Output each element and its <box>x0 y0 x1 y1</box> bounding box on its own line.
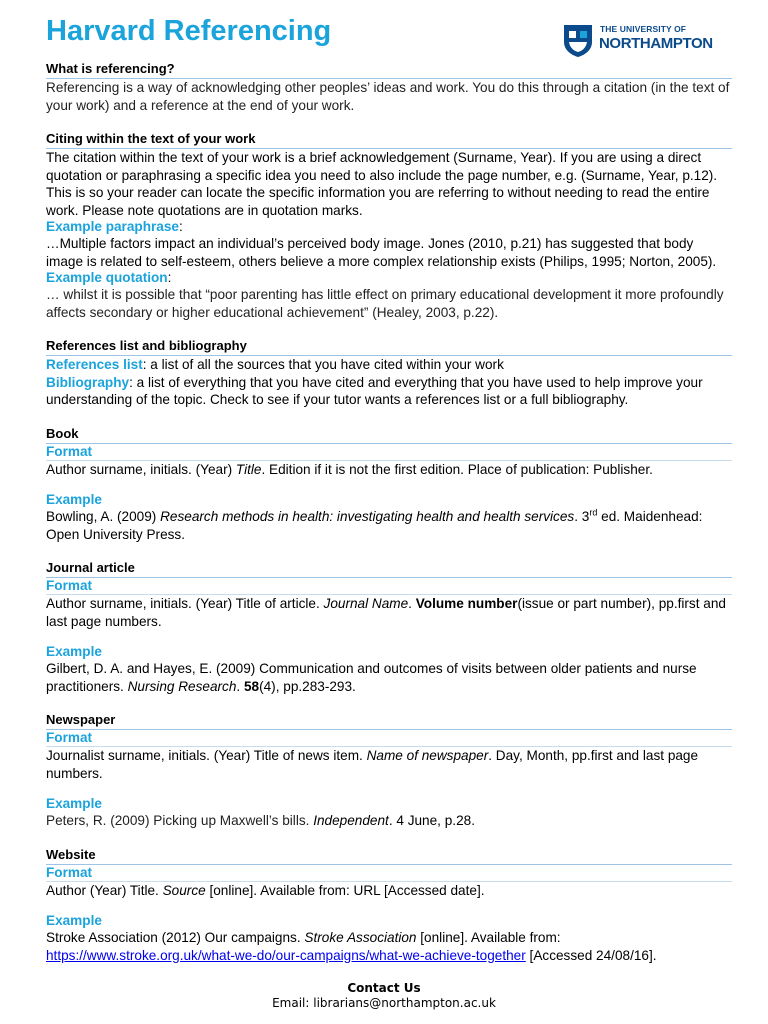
section-heading: Book <box>46 425 732 444</box>
format-text: Author surname, initials. (Year) Title. Edition if it is not the first edition. Place of publication: Publisher. <box>46 461 653 477</box>
format-label: Format <box>46 730 732 747</box>
stroke-association-link[interactable]: https://www.stroke.org.uk/what-we-do/our-campaigns/what-we-achieve-together <box>46 947 526 963</box>
format-label: Format <box>46 444 732 461</box>
section-heading: Journal article <box>46 559 732 578</box>
example-label: Example <box>46 644 102 659</box>
logo-text-small: THE UNIVERSITY OF <box>600 24 687 34</box>
format-label: Format <box>46 578 732 595</box>
example-quotation-label: Example quotation: <box>46 270 172 285</box>
example-paraphrase-text: …Multiple factors impact an individual’s perceived body image. Jones (2010, p.21) has suggested that body image is related to self-esteem, others believe a more complex relationship exists (Philips, 1995; Norton, 2005). <box>46 236 717 269</box>
format-text: Author surname, initials. (Year) Title of article. Journal Name. Volume number(issue or part number), pp.first and last page numbers. <box>46 596 726 629</box>
contact-heading: Contact Us <box>347 981 421 995</box>
section-what-is-referencing <box>46 60 732 114</box>
section-heading: Newspaper <box>46 711 732 730</box>
university-logo[interactable] <box>560 20 730 60</box>
example-label: Example <box>46 492 102 507</box>
example-text: Gilbert, D. A. and Hayes, E. (2009) Communication and outcomes of visits between older patients and nurse practitioners. Nursing Research. 58(4), pp.283-293. <box>46 661 697 694</box>
section-text: Referencing is a way of acknowledging other peoples’ ideas and work. You do this through a citation (in the text of your work) and a reference at the end of your work. <box>46 80 730 113</box>
section-heading: Citing within the text of your work <box>46 130 732 149</box>
logo-text-big: NORTHAMPTON <box>599 35 713 52</box>
section-website <box>46 846 732 965</box>
example-text: Bowling, A. (2009) Research methods in health: investigating health and health services. 3rd ed. Maidenhead: Open University Press. <box>46 507 703 542</box>
section-heading: Website <box>46 846 732 865</box>
document-body <box>46 60 732 964</box>
section-book <box>46 425 732 544</box>
section-newspaper <box>46 711 732 830</box>
format-text: Journalist surname, initials. (Year) Title of news item. Name of newspaper. Day, Month, pp.first and last page numbers. <box>46 748 699 781</box>
section-text: The citation within the text of your work is a brief acknowledgement (Surname, Year). If you are using a direct quotation or paraphrasing a specific idea you need to also include the page number, e.g. (Surname, Year, p.12). This is so your reader can locate the specific information you are referring to without needing to read the entire work. Please note quotations are in quotation marks. <box>46 150 718 218</box>
page-title: Harvard Referencing <box>46 15 332 47</box>
example-quotation-text: … whilst it is possible that “poor parenting has little effect on primary educational development it more profoundly affects secondary or higher educational achievement” (Healey, 2003, p.22). <box>46 287 724 320</box>
section-heading: References list and bibliography <box>46 337 732 356</box>
university-shield-icon <box>560 22 596 58</box>
example-label: Example <box>46 913 102 928</box>
example-text: Peters, R. (2009) Picking up Maxwell’s bills. Independent. 4 June, p.28. <box>46 813 475 828</box>
section-references <box>46 337 732 409</box>
section-citing <box>46 130 732 321</box>
section-journal-article <box>46 559 732 695</box>
section-heading: What is referencing? <box>46 60 732 79</box>
bibliography-definition: Bibliography: a list of everything that you have cited and everything that you have used to help improve your understanding of the topic. Check to see if your tutor wants a references list or a full bibliography. <box>46 374 703 407</box>
footer-contact <box>0 981 768 1011</box>
example-paraphrase-label: Example paraphrase: <box>46 219 183 234</box>
contact-email[interactable]: Email: librarians@northampton.ac.uk <box>272 996 496 1010</box>
example-text: Stroke Association (2012) Our campaigns. Stroke Association [online]. Available from: https://www.stroke.org.uk/what-we-do/our-campaigns/what-we-achieve-together [Accessed 24/08/16]. <box>46 930 657 963</box>
example-label: Example <box>46 796 102 811</box>
format-label: Format <box>46 865 732 882</box>
format-text: Author (Year) Title. Source [online]. Available from: URL [Accessed date]. <box>46 882 485 898</box>
references-list-definition: References list: a list of all the sources that you have cited within your work <box>46 357 504 372</box>
